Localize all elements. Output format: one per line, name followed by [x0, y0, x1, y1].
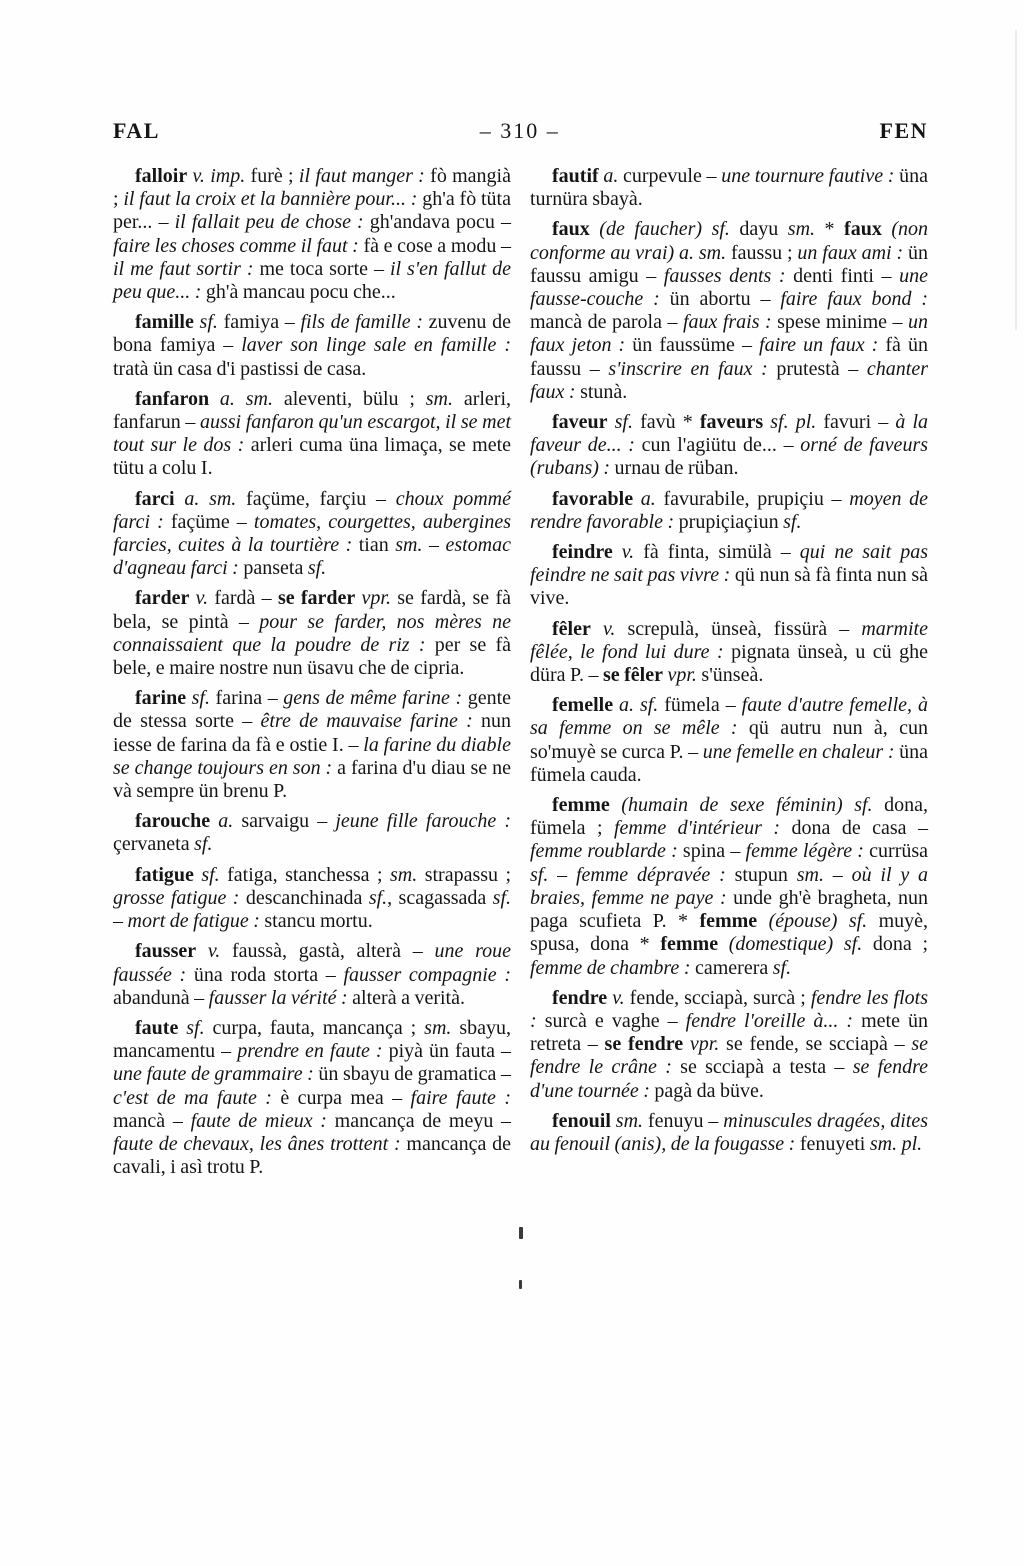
entry-fatigue: [113, 864, 511, 934]
translation-text: favù *: [640, 411, 700, 434]
italic-usage-text: faire un faux :: [759, 334, 886, 357]
translation-text: ün sbayu de gramatica –: [318, 1063, 511, 1086]
translation-text: nun iesse de farina da fà e ostie I. –: [113, 710, 512, 756]
headword: fanfaron: [135, 387, 210, 410]
translation-text: fenuyeti: [799, 1132, 870, 1155]
translation-text: mete ün retreta –: [530, 1009, 928, 1056]
italic-usage-text: il s'en fallut de peu que... :: [113, 257, 512, 304]
italic-usage-text: a. sf.: [613, 694, 665, 717]
translation-text: descanchinada: [245, 886, 369, 909]
translation-text: curpevule –: [623, 165, 722, 187]
page-number: – 310 –: [479, 118, 560, 143]
translation-text: façüme, farçiu –: [246, 487, 396, 510]
italic-usage-text: minuscules dragées, dites au fenouil (anis), de la fougasse :: [530, 1109, 928, 1155]
italic-usage-text: v. imp.: [187, 165, 251, 187]
translation-text: –: [422, 534, 446, 557]
italic-usage-text: gens de même farine :: [283, 687, 468, 710]
translation-text: fà finta, simülà –: [643, 541, 800, 564]
translation-text: fò mangià ;: [113, 165, 511, 211]
italic-usage-text: a. sm.: [209, 387, 284, 410]
translation-text: fà ün faussu –: [530, 334, 928, 380]
translation-text: fatiga, stanchessa ;: [227, 863, 390, 886]
entry-fautif: [530, 165, 928, 211]
headword: se fendre: [604, 1033, 684, 1056]
translation-text: üna fümela cauda.: [530, 740, 928, 786]
italic-usage-text: s'inscrire en faux :: [608, 357, 777, 380]
entry-faute: [113, 1017, 511, 1179]
entry-farouche: [113, 810, 511, 856]
translation-text: prupiçiaçiun: [678, 510, 784, 533]
headword: faveurs: [699, 411, 764, 434]
italic-usage-text: sf.: [178, 1016, 213, 1039]
translation-text: se fardà, se fà bela, se pintà –: [113, 587, 511, 633]
entry-fendre: [530, 987, 928, 1103]
translation-text: muyè, spusa, dona *: [530, 910, 928, 956]
translation-text: furè ;: [250, 165, 299, 187]
italic-usage-text: grosse fatigue :: [113, 886, 246, 909]
translation-text: è curpa mea –: [280, 1086, 411, 1109]
translation-text: –: [113, 910, 128, 933]
italic-usage-text: être de mauvaise farine :: [260, 710, 482, 733]
italic-usage-text: sm.: [395, 534, 423, 557]
translation-text: –: [823, 863, 852, 886]
translation-text: fà e cose a modu –: [363, 234, 511, 257]
translation-text: aleventi, bülu ;: [283, 387, 426, 410]
entry-femelle: [530, 694, 928, 787]
italic-usage-text: v.: [607, 986, 630, 1009]
italic-usage-text: sf.: [193, 863, 228, 886]
headword: fausser: [135, 940, 197, 963]
entry-farine: [113, 687, 511, 803]
italic-usage-text: v.: [189, 587, 215, 610]
translation-text: qü autru nun à, cun so'muyè se curca P. –: [530, 717, 928, 763]
translation-text: gh'à mancau pocu che...: [205, 281, 396, 304]
italic-usage-text: sf.: [530, 863, 549, 886]
italic-usage-text: fils de famille :: [300, 311, 429, 334]
translation-text: strapassu ;: [424, 863, 512, 886]
italic-usage-text: c'est de ma faute :: [113, 1086, 281, 1109]
translation-text: üna turnüra sbayà.: [530, 165, 928, 211]
italic-usage-text: v.: [612, 541, 644, 564]
italic-usage-text: à la faveur de... :: [530, 411, 929, 457]
translation-text: mancà –: [113, 1109, 191, 1132]
translation-text: urnau de rüban.: [614, 457, 739, 480]
headword: femelle: [552, 694, 614, 717]
italic-usage-text: (de faucher) sf.: [589, 218, 740, 241]
italic-usage-text: sm.: [796, 863, 824, 886]
headword: faux: [844, 218, 882, 241]
italic-usage-text: (domestique) sf.: [718, 933, 873, 956]
headword: faveur: [552, 411, 608, 434]
translation-text: cun l'agiütu de... –: [641, 434, 801, 457]
entry-fanfaron: [113, 388, 511, 481]
translation-text: faussu ;: [731, 241, 798, 264]
italic-usage-text: sf. pl.: [763, 411, 824, 434]
translation-text: surcà e vaghe –: [544, 1009, 686, 1032]
headword: famille: [135, 311, 194, 334]
italic-usage-text: il faut la croix et la bannière pour... :: [123, 188, 423, 211]
italic-usage-text: (humain de sexe féminin) sf.: [609, 794, 885, 817]
headword: se fêler: [602, 664, 663, 687]
translation-text: currüsa: [869, 840, 929, 863]
entry-feindre: [530, 541, 928, 611]
translation-text: dona ;: [872, 933, 929, 956]
italic-usage-text: sm.: [787, 218, 816, 241]
headword: fatigue: [135, 863, 194, 886]
italic-usage-text: sm.: [390, 863, 425, 886]
headword: farci: [135, 487, 175, 510]
translation-text: pignata ünseà, u cü ghe düra P. –: [530, 640, 928, 687]
italic-usage-text: vpr.: [355, 587, 398, 610]
translation-text: üna roda storta –: [193, 963, 344, 986]
italic-usage-text: femme roublarde :: [530, 840, 683, 863]
header-right-guideword: FEN: [879, 118, 928, 143]
italic-usage-text: vpr.: [683, 1033, 727, 1056]
italic-usage-text: pour se farder, nos mères ne connaissaient que la poudre de riz :: [113, 610, 511, 656]
scan-speck: [519, 1227, 523, 1239]
translation-text: gente de stessa sorte –: [113, 687, 511, 733]
translation-text: camerera: [694, 956, 773, 979]
italic-usage-text: marmite fêlée, le fond lui dure :: [530, 617, 928, 663]
right-column: [530, 165, 928, 1186]
entry-feler: [530, 618, 928, 688]
translation-text: faussà, gastà, alterà –: [232, 940, 435, 963]
italic-usage-text: choux pommé farci :: [113, 487, 511, 533]
italic-usage-text: faire les choses comme il faut :: [113, 234, 364, 257]
translation-text: ün faussu amigu –: [530, 241, 929, 287]
translation-text: gh'a fò tüta per... –: [113, 188, 511, 234]
translation-text: zuvenu de bona famiya –: [113, 311, 511, 357]
translation-text: farina –: [215, 687, 284, 710]
left-column: [113, 165, 511, 1186]
italic-usage-text: la farine du diable se change toujours en son :: [113, 733, 511, 779]
italic-usage-text: aussi fanfaron qu'un escargot, il se met tout sur le dos :: [113, 411, 511, 457]
translation-text: tian: [358, 534, 396, 557]
headword: feindre: [552, 541, 613, 564]
scan-speck: [519, 1280, 522, 1289]
headword: femme: [552, 794, 610, 817]
scan-edge-artifact: [1015, 30, 1017, 330]
headword: se farder: [277, 587, 356, 610]
translation-text: piyà ün fauta –: [388, 1040, 511, 1063]
translation-text: me toca sorte –: [259, 257, 390, 280]
translation-text: ün abortu –: [669, 288, 781, 311]
italic-usage-text: tomates, courgettes, aubergines farcies, cuites à la tourtière :: [113, 510, 511, 557]
translation-text: pagà da büve.: [654, 1079, 764, 1102]
translation-text: screpulà, ünseà, fissürà –: [627, 617, 862, 640]
italic-usage-text: il me faut sortir :: [113, 257, 260, 280]
headword: farder: [135, 587, 190, 610]
italic-usage-text: (épouse) sf.: [757, 910, 879, 933]
italic-usage-text: sf.: [194, 833, 213, 856]
italic-usage-text: fendre l'oreille à... :: [685, 1009, 862, 1032]
italic-usage-text: fausser compagnie :: [343, 963, 511, 986]
translation-text: stancu mortu.: [264, 910, 373, 933]
italic-usage-text: sf.: [607, 411, 641, 434]
italic-usage-text: sf.: [307, 557, 327, 580]
translation-text: prutestà –: [776, 357, 867, 380]
translation-text: se fende, se scciapà –: [726, 1033, 912, 1056]
italic-usage-text: faux frais :: [682, 311, 778, 334]
headword: femme: [699, 910, 758, 933]
italic-usage-text: mort de fatigue :: [127, 910, 265, 933]
translation-text: , scagassada: [387, 886, 493, 909]
entry-farder: [113, 587, 511, 680]
italic-usage-text: a.: [633, 487, 664, 510]
italic-usage-text: femme de chambre :: [530, 956, 695, 979]
translation-text: mancança de cavali, i asì trotu P.: [113, 1132, 511, 1179]
italic-usage-text: une tournure fautive :: [721, 165, 900, 187]
italic-usage-text: fausser la vérité :: [208, 986, 353, 1009]
headword: farouche: [135, 810, 211, 833]
translation-text: mancà de parola –: [530, 311, 683, 334]
italic-usage-text: il fallait peu de chose :: [174, 211, 370, 234]
translation-text: spina –: [682, 840, 746, 863]
italic-usage-text: se fendre le crâne :: [530, 1033, 928, 1079]
translation-text: a farina d'u diau se ne và sempre ün brenu P.: [113, 756, 511, 803]
italic-usage-text: une femelle en chaleur :: [702, 740, 900, 763]
translation-text: stunà.: [580, 380, 628, 403]
italic-usage-text: orné de faveurs (rubans) :: [530, 434, 929, 480]
entry-fausser: [113, 940, 511, 1010]
translation-text: spese minime –: [777, 311, 908, 334]
italic-usage-text: v.: [196, 940, 232, 963]
entry-femme: [530, 794, 928, 980]
translation-text: ün faussüme –: [632, 334, 760, 357]
italic-usage-text: sf.: [368, 886, 388, 909]
entry-fenouil: [530, 1110, 928, 1156]
italic-usage-text: sf.: [783, 510, 802, 533]
italic-usage-text: jeune fille farouche :: [335, 810, 511, 833]
italic-usage-text: sm. pl.: [869, 1132, 923, 1155]
italic-usage-text: une faute de grammaire :: [113, 1063, 319, 1086]
headword: fendre: [552, 986, 608, 1009]
translation-text: –: [548, 863, 576, 886]
header-left-guideword: FAL: [113, 118, 160, 143]
italic-usage-text: un faux jeton :: [530, 311, 928, 357]
italic-usage-text: se fendre d'une tournée :: [530, 1056, 928, 1102]
italic-usage-text: sf.: [492, 886, 511, 909]
entry-farci: [113, 488, 511, 581]
translation-text: favuri –: [823, 411, 896, 434]
italic-usage-text: chanter faux :: [530, 357, 929, 403]
headword: femme: [660, 933, 719, 956]
italic-usage-text: où il y a braies, femme ne paye :: [530, 863, 929, 909]
italic-usage-text: une roue faussée :: [113, 940, 511, 986]
italic-usage-text: une fausse-couche :: [530, 264, 928, 311]
translation-text: arleri cuma üna limaça, se mete tütu a colu I.: [113, 434, 512, 480]
translation-text: denti finti –: [793, 264, 900, 287]
entry-falloir: [113, 165, 511, 304]
translation-text: panseta: [243, 557, 308, 580]
translation-text: tratà ün casa d'i pastissi de casa.: [113, 357, 367, 380]
italic-usage-text: faute de mieux :: [190, 1109, 335, 1132]
translation-text: stupun: [734, 863, 797, 886]
translation-text: per se fà bele, e maire nostre nun üsavu che de cipria.: [113, 633, 511, 680]
entry-famille: [113, 311, 511, 381]
translation-text: unde gh'è bragheta, nun paga scufieta P. *: [530, 886, 928, 933]
translation-text: famiya –: [223, 311, 301, 334]
translation-text: curpa, fauta, mancança ;: [212, 1016, 425, 1039]
headword: fêler: [552, 617, 591, 640]
translation-text: alterà a verità.: [352, 986, 465, 1009]
translation-text: dona, fümela ;: [530, 794, 928, 840]
translation-text: gh'andava pocu –: [369, 211, 511, 234]
italic-usage-text: qui ne sait pas feindre ne sait pas vivre :: [530, 541, 928, 587]
translation-text: *: [815, 218, 845, 241]
translation-text: fende, scciapà, surcà ;: [629, 986, 811, 1009]
headword: faute: [135, 1016, 179, 1039]
translation-text: mancança de meyu –: [334, 1109, 512, 1132]
italic-usage-text: faute d'autre femelle, à sa femme on se mêle :: [530, 694, 928, 740]
translation-text: façüme –: [170, 510, 254, 533]
italic-usage-text: faire faute :: [410, 1086, 511, 1109]
translation-text: dayu: [739, 218, 788, 241]
italic-usage-text: laver son linge sale en famille :: [241, 334, 512, 357]
headword: favorable: [552, 487, 634, 510]
entry-faveur: [530, 411, 928, 481]
italic-usage-text: fausses dents :: [663, 264, 794, 287]
italic-usage-text: prendre en faute :: [237, 1040, 389, 1063]
italic-usage-text: sm.: [424, 1016, 460, 1039]
translation-text: fardà –: [214, 587, 278, 610]
italic-usage-text: sm.: [610, 1109, 648, 1132]
translation-text: fümela –: [664, 694, 742, 717]
translation-text: qü nun sà fà finta nun sà vive.: [530, 564, 928, 610]
headword: falloir: [135, 165, 188, 187]
text-columns: [113, 165, 928, 1186]
translation-text: arleri, fanfarun –: [113, 387, 511, 434]
translation-text: sbayu, mancamentu –: [113, 1016, 512, 1063]
italic-usage-text: un faux ami :: [797, 241, 909, 264]
italic-usage-text: estomac d'agneau farci :: [113, 534, 511, 580]
italic-usage-text: a.: [598, 165, 624, 187]
translation-text: se scciapà a testa –: [680, 1056, 853, 1079]
headword: faux: [552, 218, 590, 241]
italic-usage-text: femme dépravée :: [575, 863, 735, 886]
entry-faux: [530, 218, 928, 404]
page-header: [113, 118, 928, 144]
italic-usage-text: sm.: [425, 387, 464, 410]
italic-usage-text: a.: [210, 810, 242, 833]
headword: fautif: [552, 165, 599, 187]
translation-text: çervaneta: [113, 833, 195, 856]
italic-usage-text: faire faux bond :: [780, 288, 929, 311]
headword: fenouil: [552, 1109, 611, 1132]
italic-usage-text: moyen de rendre favorable :: [530, 487, 929, 533]
italic-usage-text: (non conforme au vrai) a. sm.: [530, 218, 928, 264]
translation-text: favurabile, prupiçiu –: [663, 487, 850, 510]
italic-usage-text: sf.: [186, 687, 216, 710]
translation-text: dona de casa –: [791, 817, 929, 840]
translation-text: s'ünseà.: [701, 664, 764, 687]
translation-text: sarvaigu –: [241, 810, 336, 833]
italic-usage-text: a. sm.: [174, 487, 247, 510]
italic-usage-text: sf.: [772, 956, 792, 979]
translation-text: fenuyu –: [647, 1109, 724, 1132]
italic-usage-text: v.: [590, 617, 628, 640]
italic-usage-text: sf.: [193, 311, 224, 334]
italic-usage-text: femme d'intérieur :: [614, 817, 792, 840]
italic-usage-text: faute de chevaux, les ânes trottent :: [113, 1132, 407, 1155]
headword: farine: [135, 687, 187, 710]
italic-usage-text: fendre les flots :: [530, 986, 928, 1032]
entry-favorable: [530, 488, 928, 534]
italic-usage-text: femme légère :: [745, 840, 870, 863]
italic-usage-text: vpr.: [662, 664, 702, 687]
italic-usage-text: il faut manger :: [298, 165, 431, 187]
translation-text: abandunà –: [113, 986, 209, 1009]
